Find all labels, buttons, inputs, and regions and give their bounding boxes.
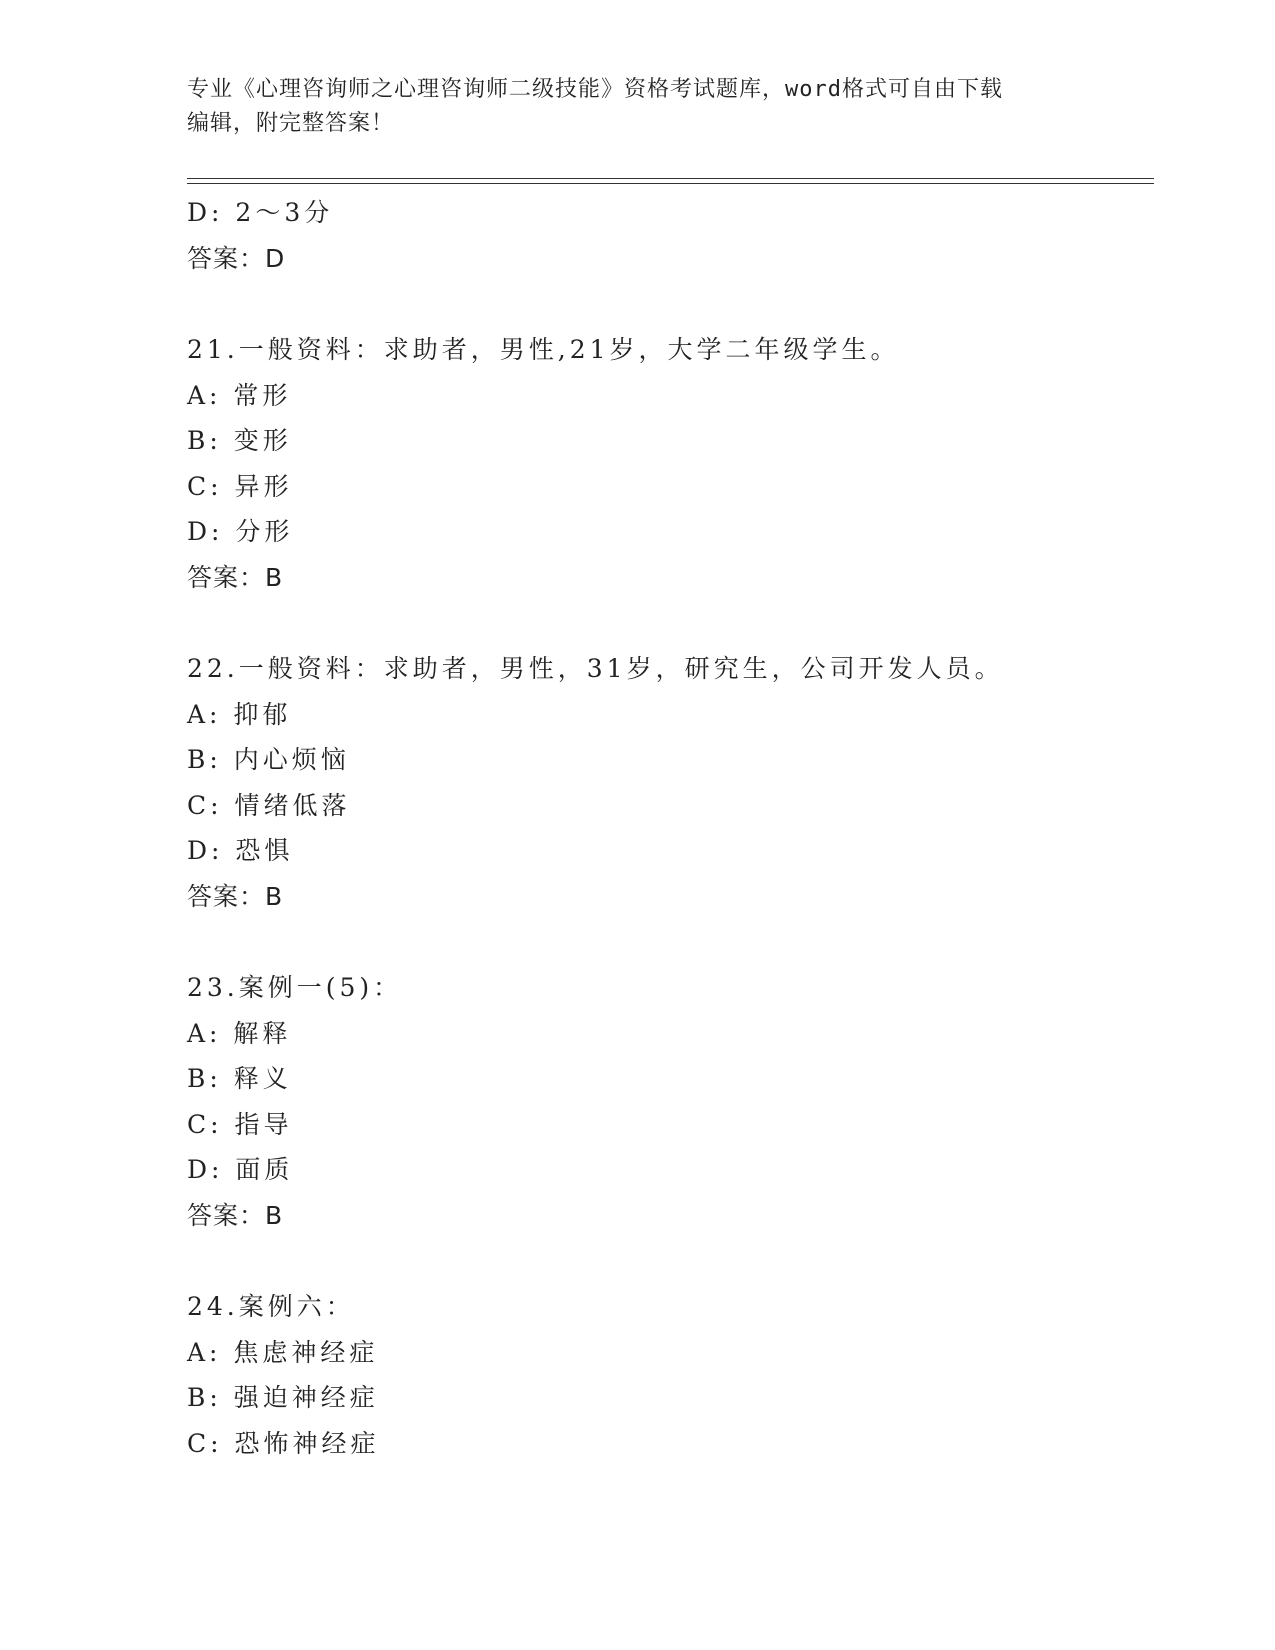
answer: 答案：B [187, 562, 284, 592]
question-23 [187, 965, 1147, 1238]
option-a: A: 焦虑神经症 [187, 1337, 379, 1367]
answer: 答案：B [187, 881, 284, 911]
option-b: B: 变形 [187, 426, 292, 455]
question-title: 23.案例一(5)： [187, 973, 403, 1002]
spacer [187, 281, 1147, 327]
spacer [187, 600, 1147, 646]
option-c: C: 异形 [187, 471, 293, 501]
option-c: C: 恐怖神经症 [187, 1428, 380, 1458]
prev-answer: 答案：D [187, 243, 286, 273]
option-a: A: 抑郁 [187, 699, 292, 729]
option-a: A: 常形 [187, 380, 292, 410]
option-a: A: 解释 [187, 1018, 292, 1048]
option-c: C: 情绪低落 [187, 790, 351, 820]
header-divider-bottom [187, 183, 1154, 184]
question-21 [187, 327, 1147, 600]
option-d: D: 分形 [187, 517, 294, 546]
question-title: 24.案例六： [187, 1292, 355, 1321]
spacer [187, 1238, 1147, 1284]
header-divider-top [187, 178, 1154, 179]
option-b: B: 释义 [187, 1064, 292, 1093]
spacer [187, 919, 1147, 965]
answer: 答案：B [187, 1200, 284, 1230]
question-title: 21.一般资料：求助者，男性,21岁，大学二年级学生。 [187, 335, 900, 364]
header-line-2: 编辑，附完整答案！ [187, 111, 395, 136]
document-header [187, 73, 1087, 141]
option-d: D: 恐惧 [187, 836, 294, 865]
option-d: D: 面质 [187, 1155, 294, 1184]
question-title: 22.一般资料：求助者，男性，31岁，研究生，公司开发人员。 [187, 654, 1004, 683]
question-list [187, 190, 1147, 1466]
option-c: C: 指导 [187, 1109, 293, 1139]
question-24 [187, 1284, 1147, 1466]
prev-option-d: D: 2～3分 [187, 198, 334, 227]
option-b: B: 强迫神经症 [187, 1383, 379, 1412]
question-22 [187, 646, 1147, 919]
header-line-1: 专业《心理咨询师之心理咨询师二级技能》资格考试题库，word格式可自由下载 [187, 77, 1003, 102]
option-b: B: 内心烦恼 [187, 745, 350, 774]
